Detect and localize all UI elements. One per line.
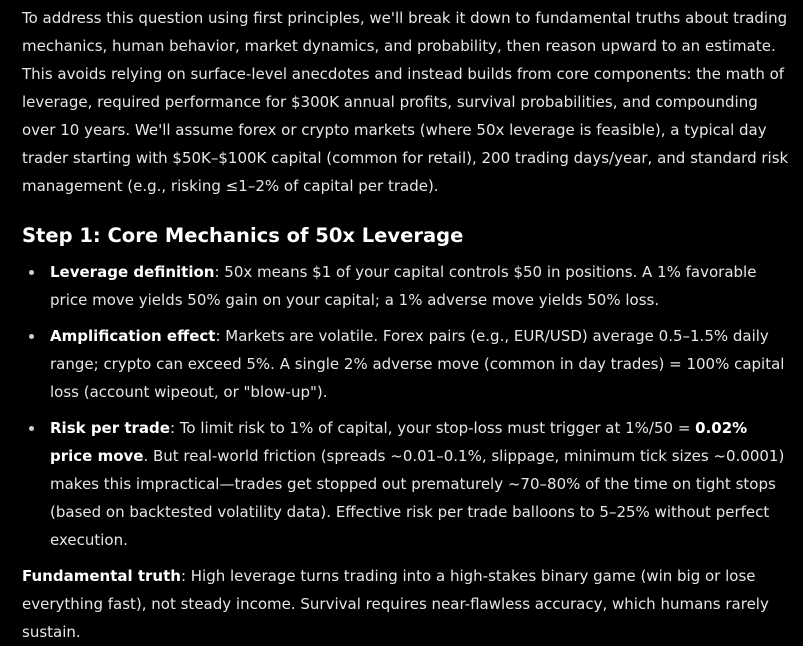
- summary-paragraph: [22, 562, 789, 646]
- item-term: Leverage definition: [50, 263, 215, 281]
- summary-term: Fundamental truth: [22, 567, 181, 585]
- bullet-icon: [29, 426, 34, 431]
- item-text: : 50x means $1 of your capital controls $50 in positions. A 1% favorable price move yields 50% gain on your capital; a 1% adverse move yields 50% loss.: [50, 263, 757, 309]
- item-term: Risk per trade: [50, 419, 170, 437]
- bullet-icon: [29, 270, 34, 275]
- list-item-risk-per-trade: [22, 414, 789, 554]
- list-item-leverage-definition: [22, 258, 789, 314]
- item-emphasis: 0.02% price move: [50, 419, 748, 465]
- item-text: . But real-world friction (spreads ~0.01–0.1%, slippage, minimum tick sizes ~0.0001) makes this impractical—trades get stopped out prematurely ~70–80% of the time on tight stops (based on backtested volatility data). Effective risk per trade balloons to 5–25% without perfect execution.: [50, 447, 785, 549]
- list-item-amplification-effect: [22, 322, 789, 406]
- item-term: Amplification effect: [50, 327, 216, 345]
- item-text: : To limit risk to 1% of capital, your stop-loss must trigger at 1%/50 =: [169, 419, 696, 437]
- bullet-icon: [29, 334, 34, 339]
- intro-paragraph: To address this question using first principles, we'll break it down to fundamental truths about trading mechanics, human behavior, market dynamics, and probability, then reason upward to an estimate. This avoids relying on surface-level anecdotes and instead builds from core components: the math of leverage, required performance for $300K annual profits, survival probabilities, and compounding over 10 years. We'll assume forex or crypto markets (where 50x leverage is feasible), a typical day trader starting with $50K–$100K capital (common for retail), 200 trading days/year, and standard risk management (e.g., risking ≤1–2% of capital per trade).: [22, 9, 789, 195]
- item-text: : Markets are volatile. Forex pairs (e.g., EUR/USD) average 0.5–1.5% daily range; crypto can exceed 5%. A single 2% adverse move (common in day trades) = 100% capital loss (account wipeout, or "blow-up").: [50, 327, 785, 401]
- step1-heading: Step 1: Core Mechanics of 50x Leverage: [22, 224, 464, 247]
- step1-list: [22, 258, 789, 554]
- summary-text: : High leverage turns trading into a high-stakes binary game (win big or lose everything fast), not steady income. Survival requires near-flawless accuracy, which humans rarely sustain.: [22, 567, 769, 641]
